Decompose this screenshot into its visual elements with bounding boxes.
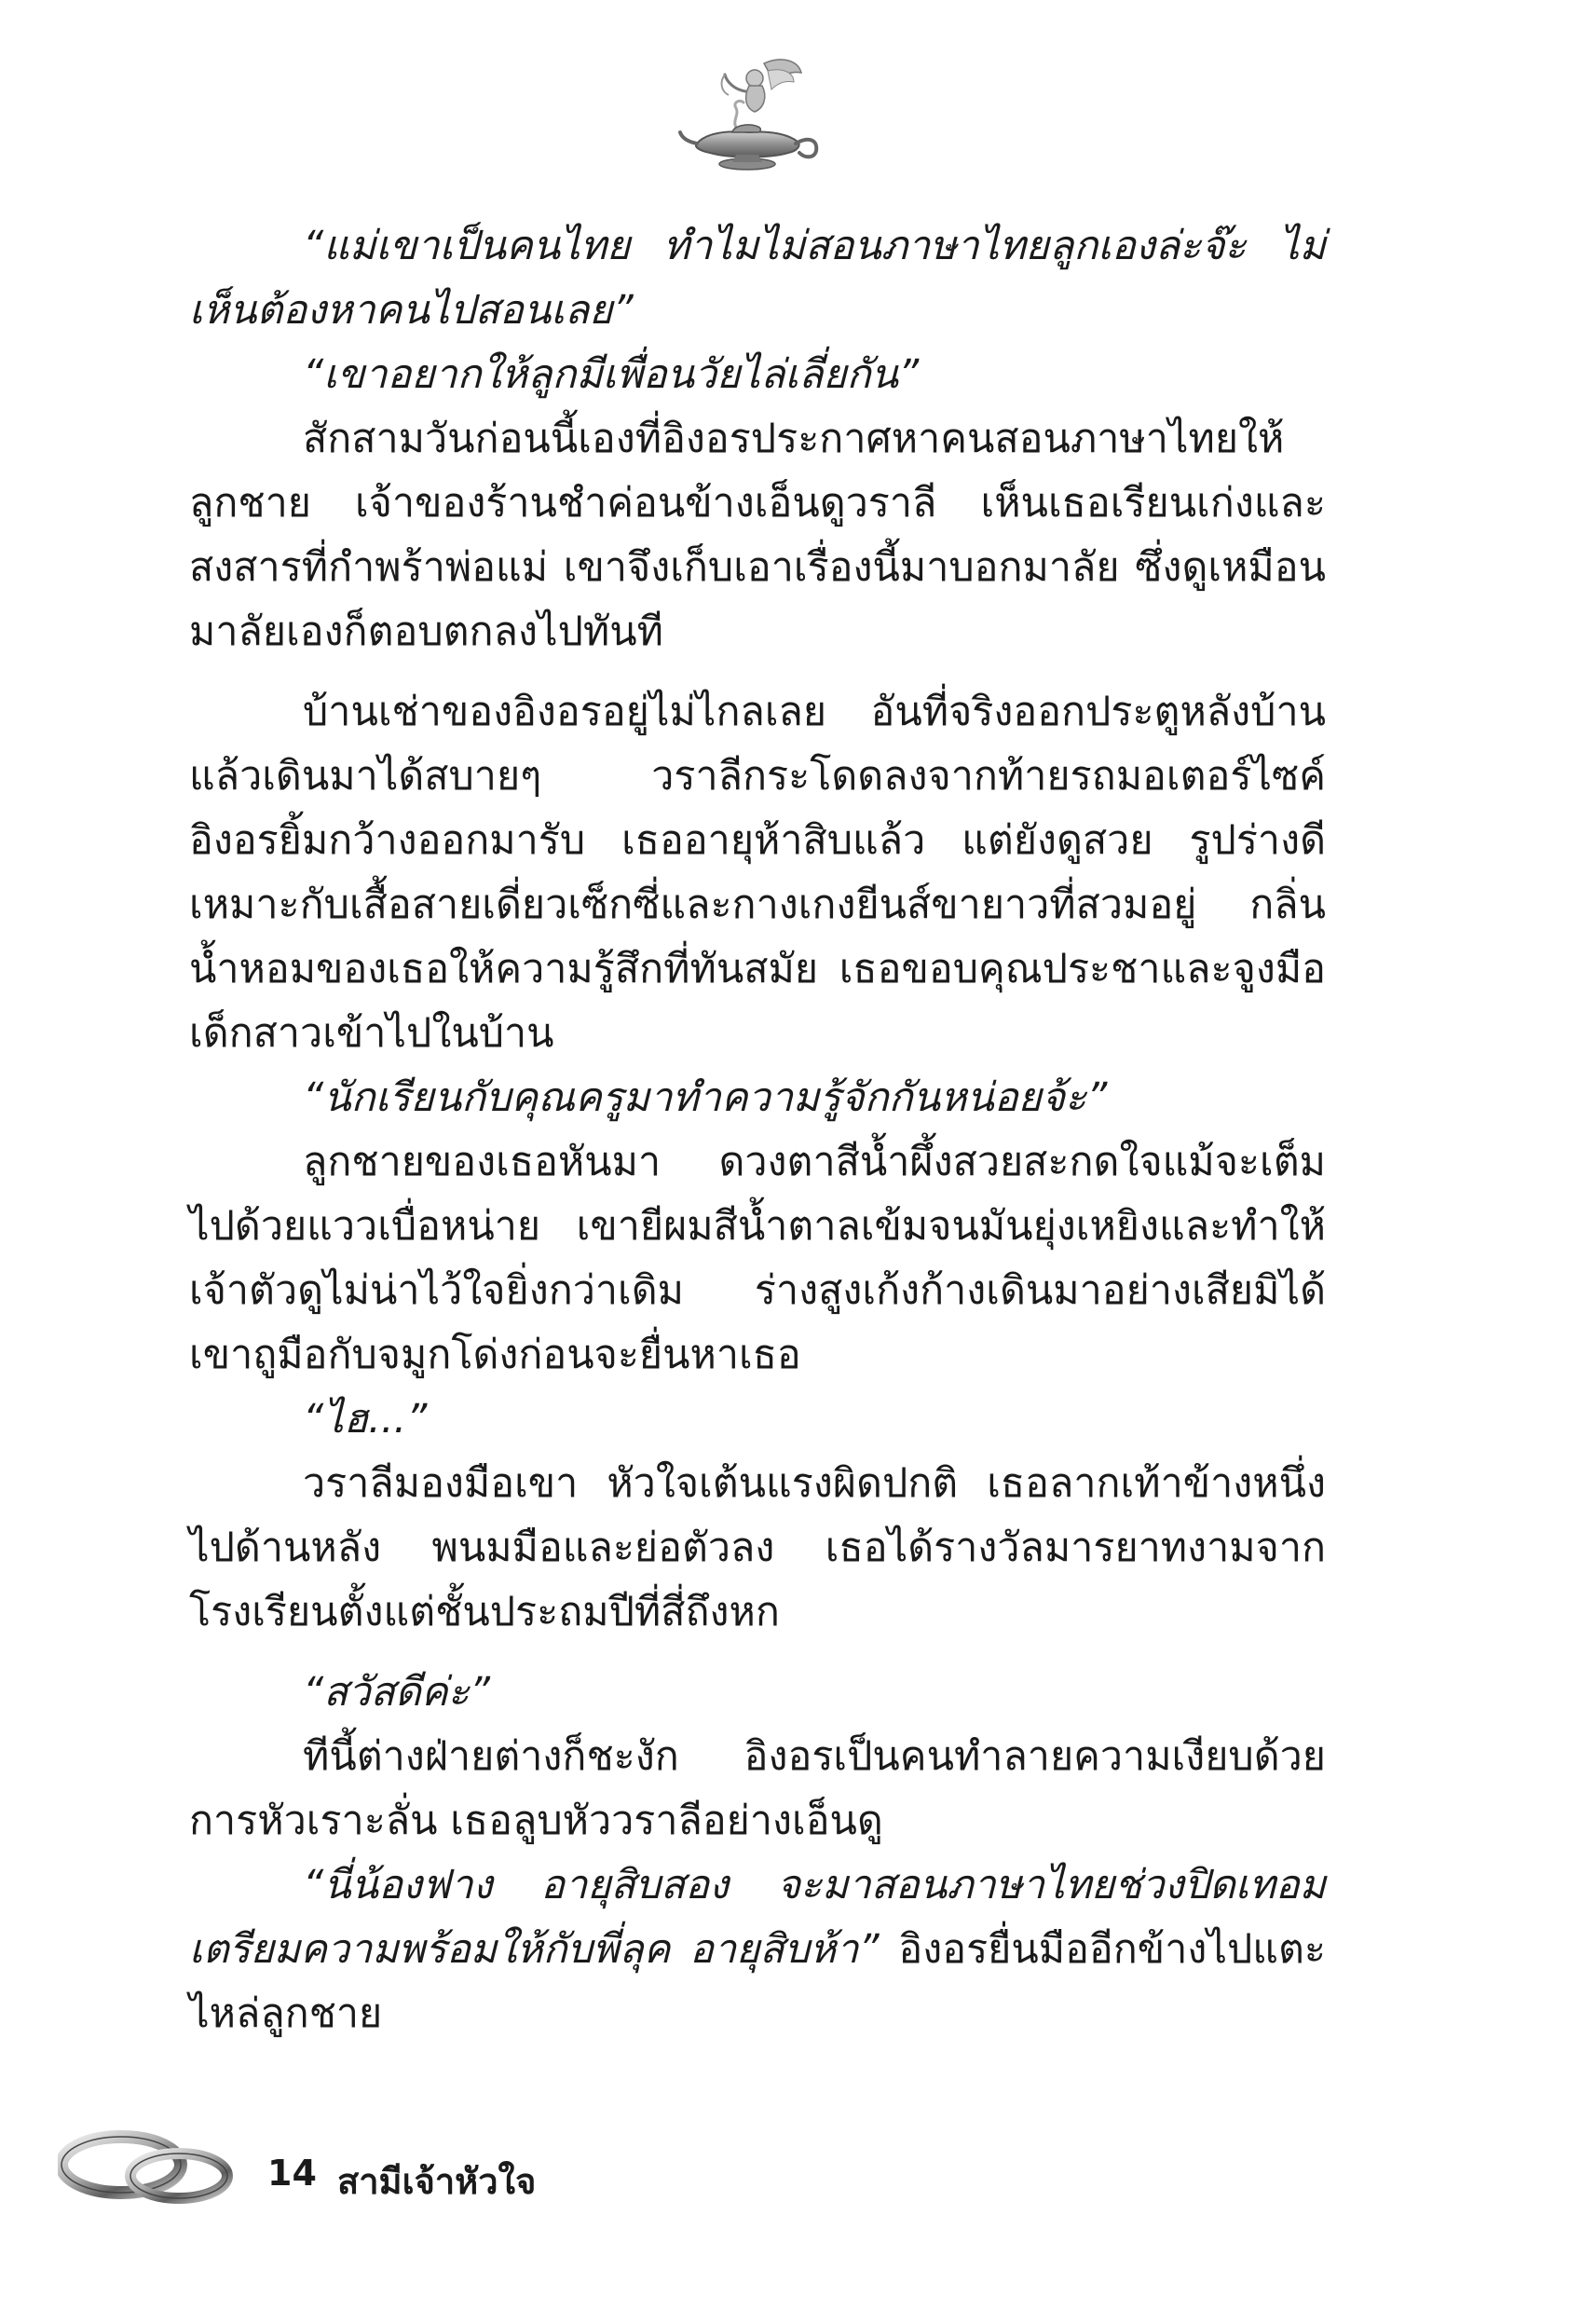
paragraph: “แม่เขาเป็นคนไทย ทำไมไม่สอนภาษาไทยลูกเองล่ะจ๊ะ ไม่เห็นต้องหาคนไปสอนเลย”: [189, 223, 1326, 334]
paragraph: “นักเรียนกับคุณครูมาทำความรู้จักกันหน่อยจ้ะ”: [303, 1074, 1108, 1121]
dialog-span: “นี่น้องฟาง อายุสิบสอง จะมาสอนภาษาไทยช่วงปิดเทอม เตรียมความพร้อมให้กับพี่ลุค อายุสิบห้า”: [189, 1862, 1326, 1973]
paragraph: วราลีมองมือเขา หัวใจเต้นแรงผิดปกติ เธอลากเท้าข้างหนึ่งไปด้านหลัง พนมมือและย่อตัวลง เธอได้รางวัลมารยาทงามจากโรงเรียนตั้งแต่ชั้นประถมปีที่สี่ถึงหก: [189, 1460, 1326, 1635]
paragraph: ลูกชายของเธอหันมา ดวงตาสีน้ำผึ้งสวยสะกดใจแม้จะเต็มไปด้วยแววเบื่อหน่าย เขายีผมสีน้ำตาลเข้มจนมันยุ่งเหยิงและทำให้เจ้าตัวดูไม่น่าไว้ใจยิ่งกว่าเดิม ร่างสูงเก้งก้างเดินมาอย่างเสียมิได้ เขาถูมือกับจมูกโด่งก่อนจะยื่นหาเธอ: [189, 1139, 1326, 1378]
paragraph: สักสามวันก่อนนี้เองที่อิงอรประกาศหาคนสอนภาษาไทยให้ลูกชาย เจ้าของร้านชำค่อนข้างเอ็นดูวราลี เห็นเธอเรียนเก่งและสงสารที่กำพร้าพ่อแม่ เขาจึงเก็บเอาเรื่องนี้มาบอกมาลัย ซึ่งดูเหมือนมาลัยเองก็ตอบตกลงไปทันที: [189, 416, 1326, 655]
page-number: 14: [267, 2153, 317, 2194]
page-footer: [58, 2120, 710, 2222]
page-body: [189, 214, 1326, 2046]
paragraph: [189, 1853, 1326, 2046]
cupid-lamp-ornament-icon: [678, 54, 827, 175]
paragraph: ทีนี้ต่างฝ่ายต่างก็ชะงัก อิงอรเป็นคนทำลายความเงียบด้วยการหัวเราะลั่น เธอลูบหัววราลีอย่างเอ็นดู: [189, 1733, 1326, 1844]
narration-span: อิงอรยื่นมืออีกข้างไปแตะไหล่ลูกชาย: [189, 1926, 1326, 2037]
book-title: สามีเจ้าหัวใจ: [337, 2161, 537, 2202]
paragraph: “ไฮ...”: [303, 1396, 428, 1443]
paragraph: “สวัสดีค่ะ”: [303, 1669, 490, 1716]
wedding-rings-icon: [58, 2120, 235, 2213]
paragraph: บ้านเช่าของอิงอรอยู่ไม่ไกลเลย อันที่จริงออกประตูหลังบ้านแล้วเดินมาได้สบายๆ วราลีกระโดดลงจากท้ายรถมอเตอร์ไซค์ อิงอรยิ้มกว้างออกมารับ เธออายุห้าสิบแล้ว แต่ยังดูสวย รูปร่างดี เหมาะกับเสื้อสายเดี่ยวเซ็กซี่และกางเกงยีนส์ขายาวที่สวมอยู่ กลิ่นน้ำหอมของเธอให้ความรู้สึกที่ทันสมัย เธอขอบคุณประชาและจูงมือเด็กสาวเข้าไปในบ้าน: [189, 689, 1326, 1057]
paragraph: “เขาอยากให้ลูกมีเพื่อนวัยไล่เลี่ยกัน”: [303, 351, 920, 398]
